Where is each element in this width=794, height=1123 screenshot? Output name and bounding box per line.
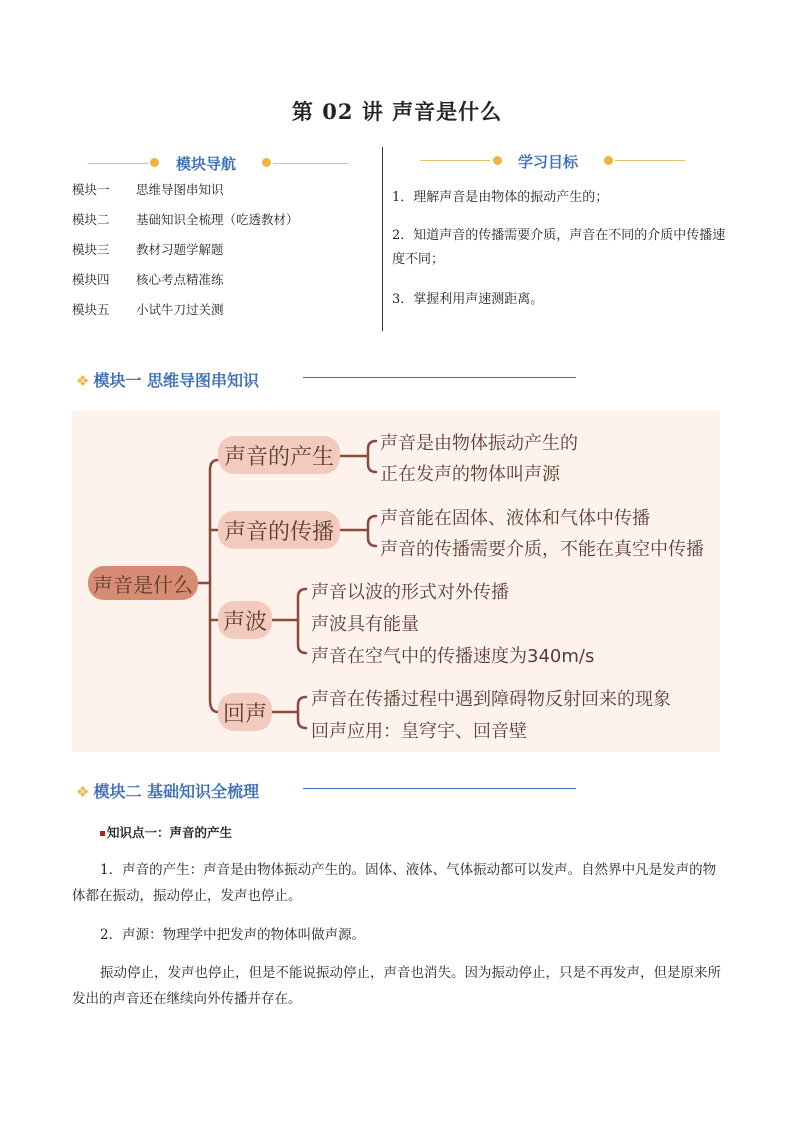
mindmap-branch: 回声	[218, 693, 272, 731]
module2-banner	[76, 779, 259, 802]
body-paragraph: 振动停止，发声也停止，但是不能说振动停止，声音也消失。因为振动停止，只是不再发声，但是原来所发出的声音还在继续向外传播并存在。	[72, 965, 721, 1007]
mindmap-branch: 声音的产生	[218, 436, 340, 474]
mindmap-leaf: 声波具有能量	[311, 614, 419, 635]
bullet-square-icon	[100, 831, 105, 836]
nav-item-text: 教材习题学解题	[136, 242, 224, 257]
mindmap-branch: 声波	[218, 601, 272, 639]
module2-banner-text: 模块二 基础知识全梳理	[93, 782, 260, 801]
body-paragraph: 2．声源：物理学中把发声的物体叫做声源。	[100, 927, 366, 943]
nav-item-label: 模块一	[72, 182, 110, 197]
nav-item-text: 核心考点精准练	[136, 272, 224, 287]
page-title: 第 02 讲 声音是什么	[291, 99, 503, 124]
mindmap-branch: 声音的传播	[218, 511, 340, 549]
goal-item: 1．理解声音是由物体的振动产生的；	[392, 190, 609, 205]
module1-banner-text: 模块一 思维导图串知识	[93, 371, 260, 390]
connector-b1-fork	[368, 441, 376, 472]
diamond-icon: ❖	[76, 372, 90, 390]
nav-item-label: 模块三	[72, 242, 110, 257]
nav-item-text: 思维导图串知识	[136, 182, 224, 197]
connector-b4-fork	[298, 697, 306, 728]
nav-item-label: 模块四	[72, 272, 110, 287]
goals-heading: 学习目标	[518, 153, 579, 171]
nav-item-label: 模块二	[72, 212, 110, 227]
mindmap-leaf: 声音在空气中的传播速度为340m/s	[311, 646, 595, 667]
nav-item-text: 基础知识全梳理（吃透教材）	[136, 212, 299, 227]
goal-item: 2．知道声音的传播需要介质，声音在不同的介质中传播速度不同；	[392, 228, 726, 267]
connector-b3-fork	[298, 589, 306, 653]
connector-trunk	[210, 460, 218, 712]
body-paragraph: 1．声音的产生：声音是由物体振动产生的。固体、液体、气体振动都可以发声。自然界中凡是发声的物体都在振动，振动停止，发声也停止。	[72, 862, 717, 904]
nav-item-label: 模块五	[72, 302, 110, 317]
mindmap-leaf: 声音是由物体振动产生的	[380, 433, 578, 454]
mindmap-leaf: 声音的传播需要介质，不能在真空中传播	[380, 539, 704, 560]
nav-heading: 模块导航	[176, 155, 237, 173]
diamond-icon: ❖	[76, 783, 90, 801]
mindmap-leaf: 声音在传播过程中遇到障碍物反射回来的现象	[311, 689, 671, 710]
connector-b2-fork	[368, 516, 376, 546]
goal-item: 3．掌握利用声速测距离。	[392, 292, 544, 307]
mindmap-leaf: 正在发声的物体叫声源	[380, 464, 560, 485]
mindmap-root: 声音是什么	[88, 566, 198, 600]
module2-banner-line	[303, 788, 576, 789]
knowledge-point-heading	[100, 823, 232, 841]
mindmap-leaf: 回声应用：皇穹宇、回音壁	[311, 721, 527, 742]
mindmap-leaf: 声音能在固体、液体和气体中传播	[380, 508, 650, 529]
mindmap-leaf: 声音以波的形式对外传播	[311, 582, 509, 603]
nav-item-text: 小试牛刀过关测	[136, 302, 224, 317]
knowledge-point-text: 知识点一：声音的产生	[107, 825, 233, 840]
